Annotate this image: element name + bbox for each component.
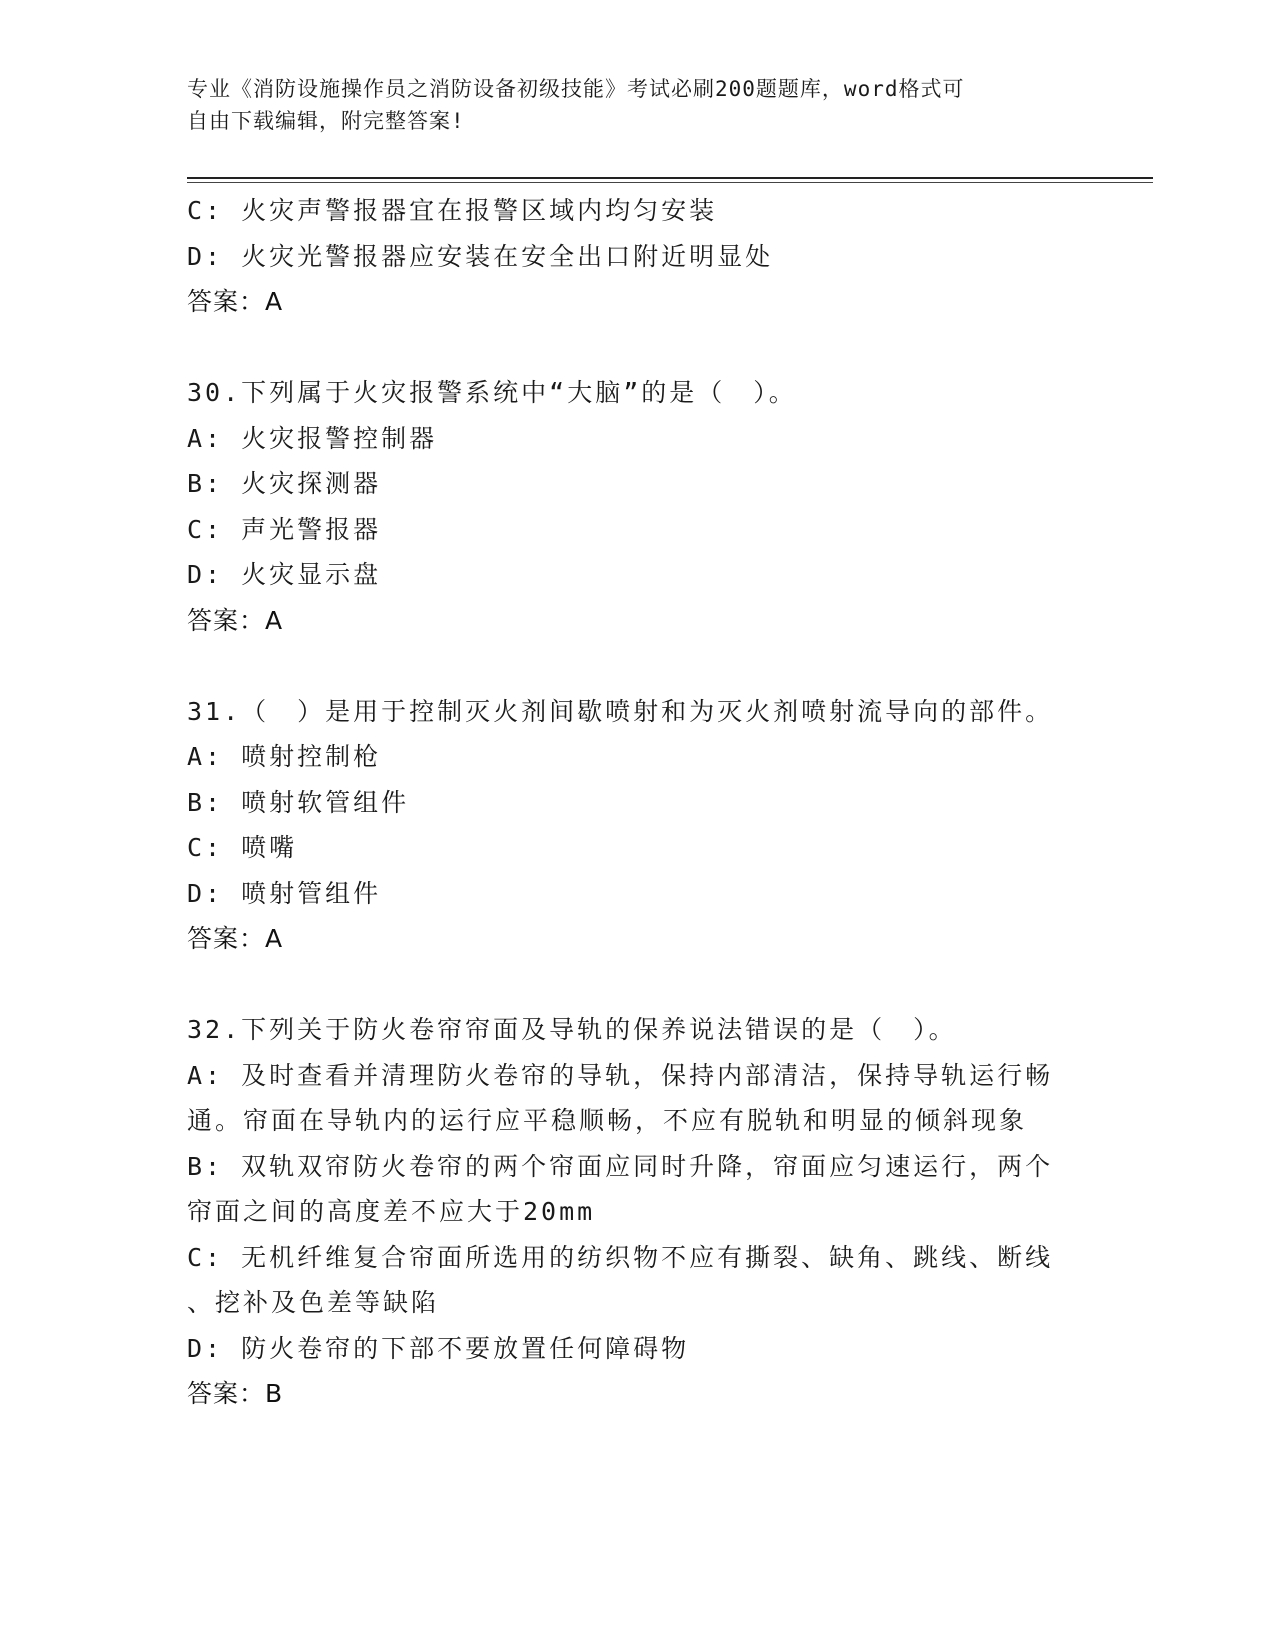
option-d: D: 喷射管组件: [187, 878, 382, 908]
header-divider-thin: [187, 182, 1153, 183]
question-stem: 32.下列关于防火卷帘帘面及导轨的保养说法错误的是（ ）。: [187, 1015, 957, 1044]
document-header: [187, 73, 1087, 137]
header-divider-thick: [187, 177, 1153, 179]
option-d: D: 火灾光警报器应安装在安全出口附近明显处: [187, 241, 774, 271]
header-title-line-2: 自由下载编辑，附完整答案!: [187, 109, 465, 133]
option-a: A: 喷射控制枪: [187, 742, 382, 771]
question-30: [187, 370, 1087, 643]
spacer: [187, 962, 1087, 1008]
question-32: [187, 1007, 1087, 1417]
option-b-line-1: B: 双轨双帘防火卷帘的两个帘面应同时升降，帘面应匀速运行，两个: [187, 1151, 1054, 1181]
question-stem: 30.下列属于火灾报警系统中“大脑”的是（ ）。: [187, 378, 797, 407]
spacer: [187, 325, 1087, 371]
option-b: B: 喷射软管组件: [187, 787, 410, 817]
option-a: A: 火灾报警控制器: [187, 423, 438, 453]
answer-line: 答案：A: [187, 605, 284, 635]
answer-line: 答案：A: [187, 924, 284, 953]
question-stem: 31.（ ）是用于控制灭火剂间歇喷射和为灭火剂喷射流导向的部件。: [187, 696, 1054, 726]
spacer: [187, 643, 1087, 689]
option-d: D: 防火卷帘的下部不要放置任何障碍物: [187, 1333, 690, 1363]
option-c: C: 火灾声警报器宜在报警区域内均匀安装: [187, 196, 718, 225]
option-d: D: 火灾显示盘: [187, 560, 382, 589]
question-31: [187, 689, 1087, 962]
option-c: C: 喷嘴: [187, 833, 298, 862]
option-c-line-2: 、挖补及色差等缺陷: [187, 1288, 440, 1317]
option-b: B: 火灾探测器: [187, 469, 382, 498]
question-29-continued: [187, 188, 1087, 325]
option-a-line-2: 通。帘面在导轨内的运行应平稳顺畅，不应有脱轨和明显的倾斜现象: [187, 1106, 1028, 1135]
answer-line: 答案：A: [187, 287, 284, 316]
question-content: [187, 188, 1087, 1417]
option-c-line-1: C: 无机纤维复合帘面所选用的纺织物不应有撕裂、缺角、跳线、断线: [187, 1242, 1054, 1272]
option-b-line-2: 帘面之间的高度差不应大于20mm: [187, 1197, 596, 1226]
answer-line: 答案：B: [187, 1379, 284, 1408]
option-c: C: 声光警报器: [187, 514, 382, 544]
header-title-line-1: 专业《消防设施操作员之消防设备初级技能》考试必刷200题题库，word格式可: [187, 77, 965, 101]
option-a-line-1: A: 及时查看并清理防火卷帘的导轨，保持内部清洁，保持导轨运行畅: [187, 1060, 1054, 1090]
